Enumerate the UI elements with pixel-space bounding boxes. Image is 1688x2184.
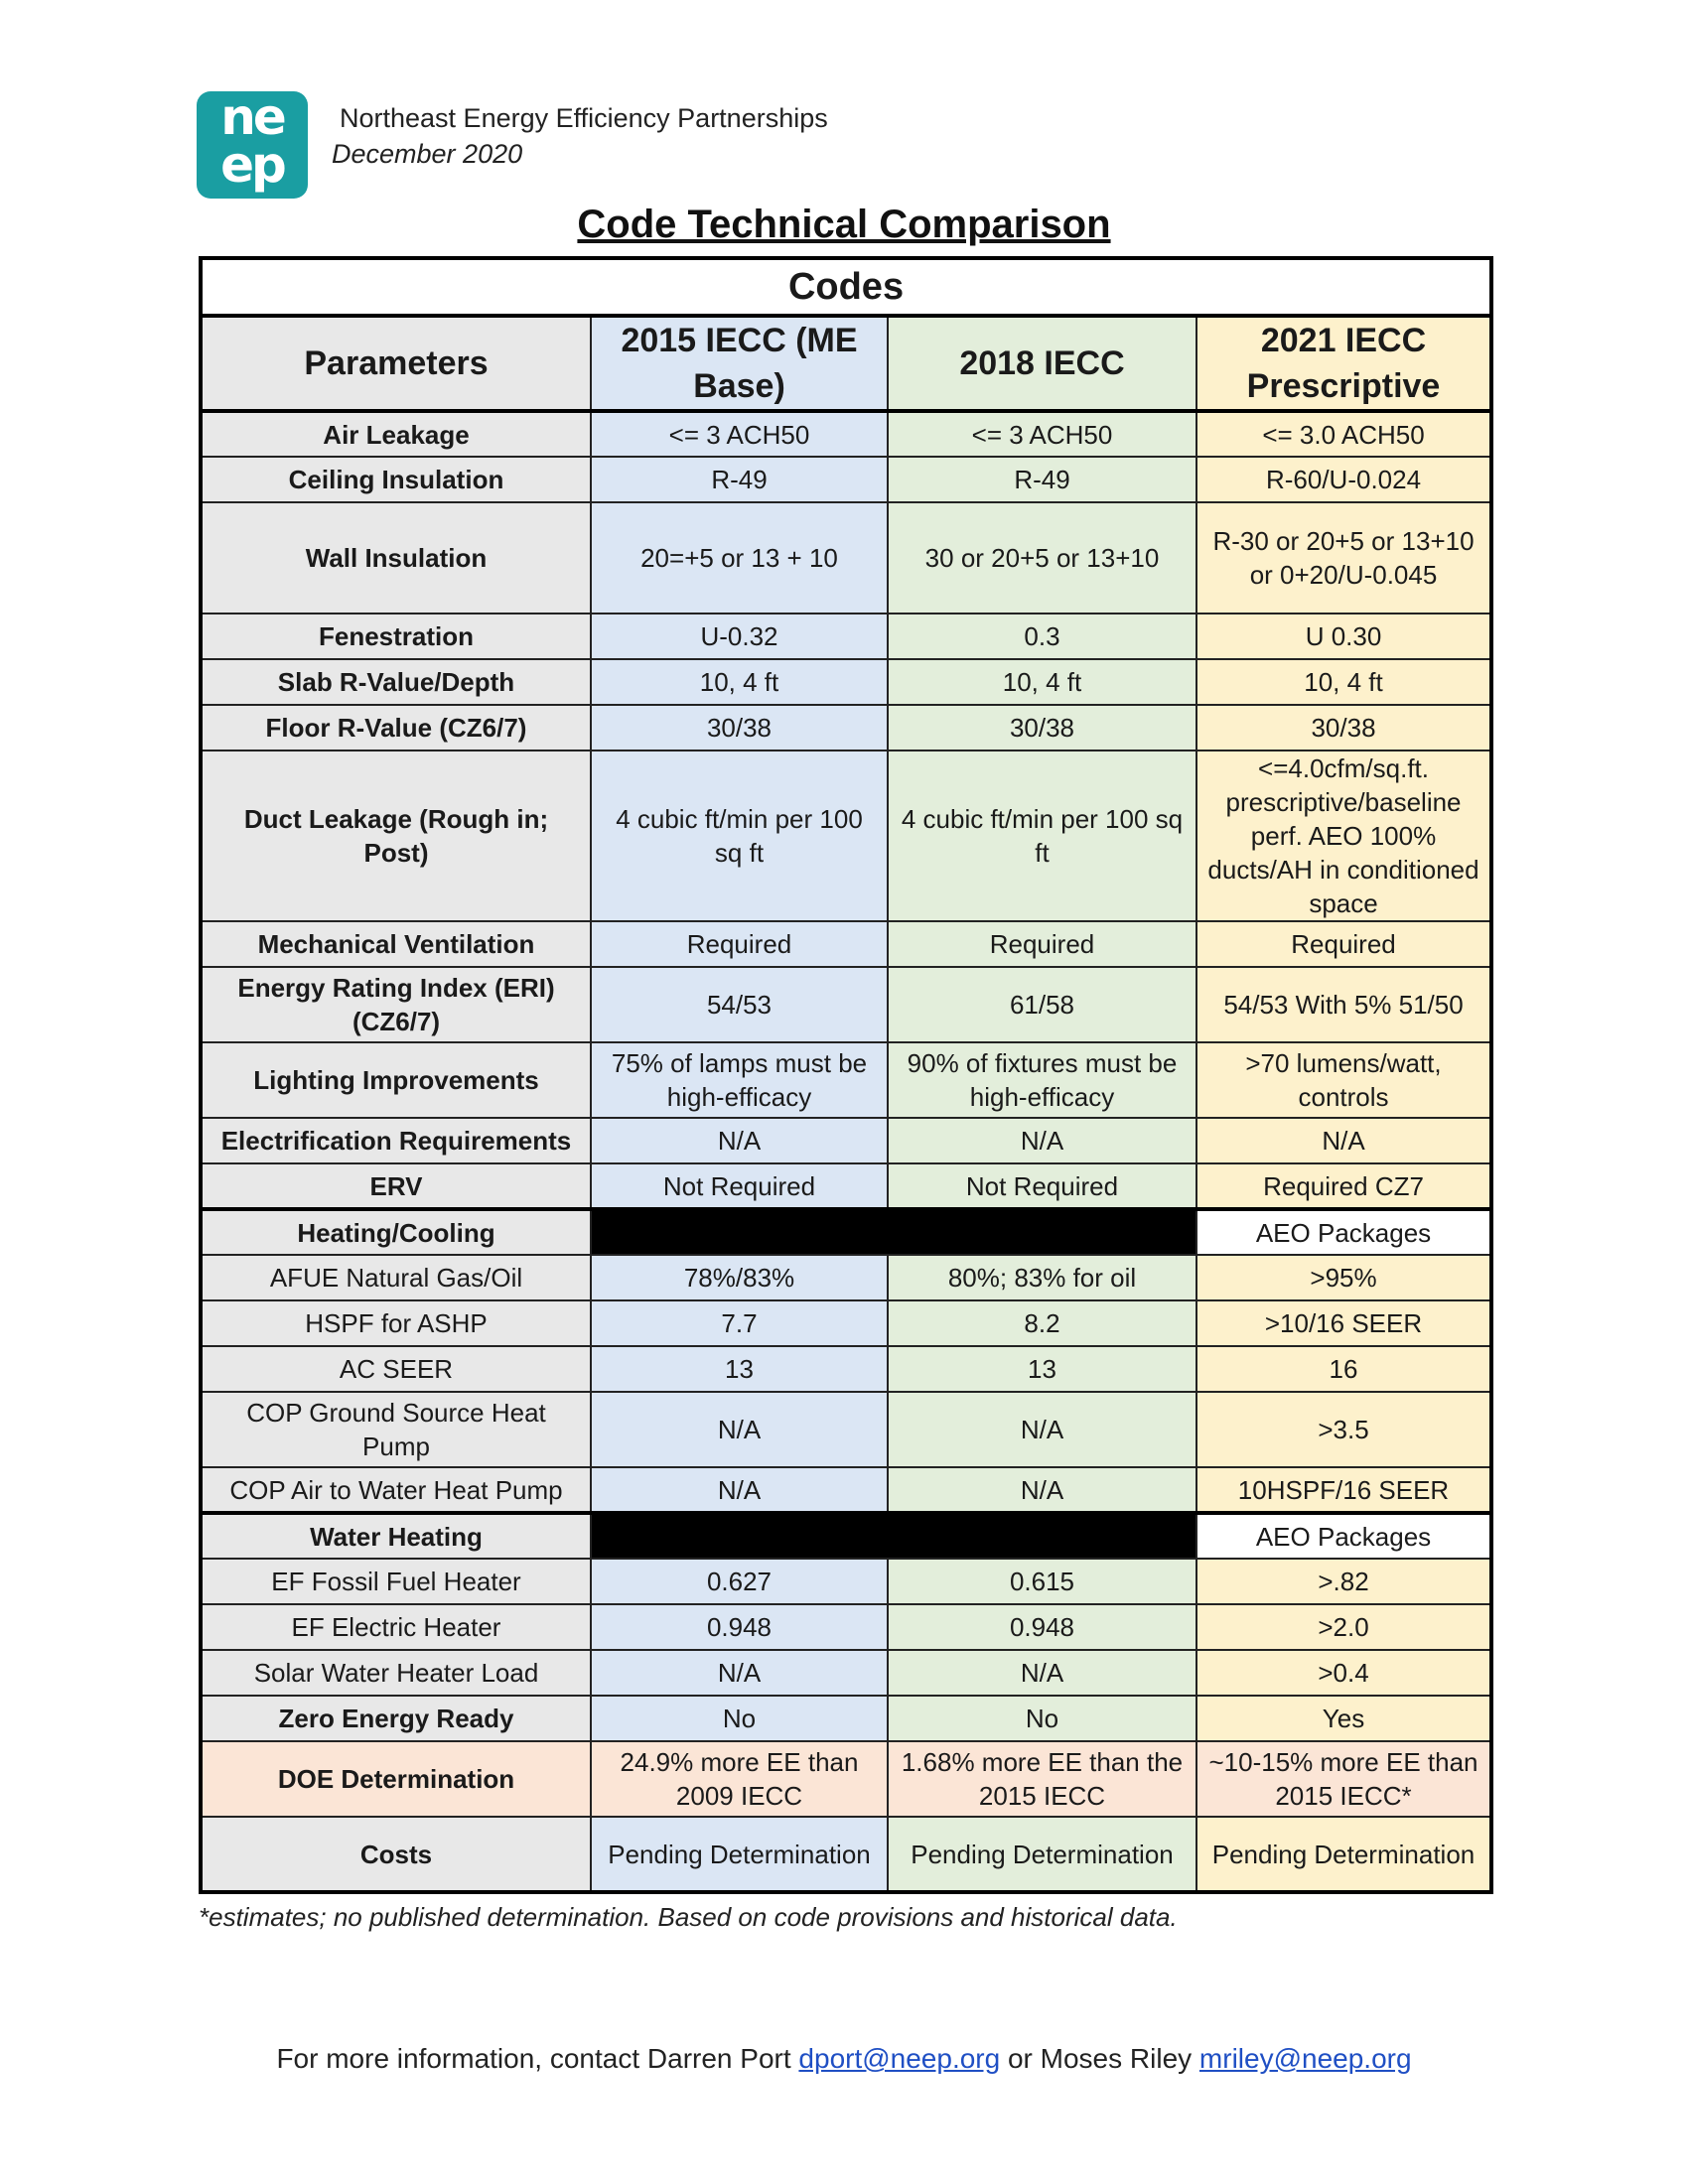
value-cell: N/A: [888, 1392, 1196, 1467]
parameter-cell: Ceiling Insulation: [201, 457, 591, 502]
parameter-cell: ERV: [201, 1163, 591, 1209]
parameter-cell: Electrification Requirements: [201, 1118, 591, 1163]
value-cell: N/A: [888, 1467, 1196, 1513]
document-date: December 2020: [332, 139, 523, 169]
value-cell: 20=+5 or 13 + 10: [591, 502, 888, 614]
value-cell: Pending Determination: [1196, 1817, 1491, 1892]
value-cell: 80%; 83% for oil: [888, 1255, 1196, 1300]
value-cell: Required CZ7: [1196, 1163, 1491, 1209]
section-aeo-label: AEO Packages: [1196, 1209, 1491, 1255]
table-row: [201, 921, 1491, 967]
value-cell: <= 3 ACH50: [888, 411, 1196, 457]
table-row: [201, 751, 1491, 921]
parameter-cell: Mechanical Ventilation: [201, 921, 591, 967]
parameter-cell: Zero Energy Ready: [201, 1696, 591, 1741]
value-cell: N/A: [591, 1650, 888, 1696]
value-cell: Required: [591, 921, 888, 967]
value-cell: Not Required: [591, 1163, 888, 1209]
table-row: [201, 1650, 1491, 1696]
value-cell: >3.5: [1196, 1392, 1491, 1467]
footer-prefix: For more information, contact Darren Port: [276, 2043, 799, 2074]
parameter-cell: Wall Insulation: [201, 502, 591, 614]
value-cell: N/A: [888, 1650, 1196, 1696]
email-link-dport[interactable]: dport@neep.org: [798, 2043, 1001, 2074]
header-2015-iecc: 2015 IECC (ME Base): [591, 316, 888, 411]
value-cell: >95%: [1196, 1255, 1491, 1300]
table-row: [201, 705, 1491, 751]
value-cell: 0.3: [888, 614, 1196, 659]
footer-middle: or Moses Riley: [1000, 2043, 1199, 2074]
table-row: [201, 614, 1491, 659]
value-cell: <= 3 ACH50: [591, 411, 888, 457]
value-cell: R-30 or 20+5 or 13+10 or 0+20/U-0.045: [1196, 502, 1491, 614]
parameter-cell: DOE Determination: [201, 1741, 591, 1817]
value-cell: 1.68% more EE than the 2015 IECC: [888, 1741, 1196, 1817]
parameter-cell: Lighting Improvements: [201, 1042, 591, 1118]
value-cell: 0.627: [591, 1559, 888, 1604]
section-label: Water Heating: [201, 1513, 591, 1559]
value-cell: 54/53 With 5% 51/50: [1196, 967, 1491, 1042]
table-row: [201, 1255, 1491, 1300]
value-cell: 30/38: [888, 705, 1196, 751]
parameter-cell: EF Fossil Fuel Heater: [201, 1559, 591, 1604]
value-cell: 0.948: [888, 1604, 1196, 1650]
parameter-cell: COP Ground Source Heat Pump: [201, 1392, 591, 1467]
value-cell: N/A: [591, 1118, 888, 1163]
value-cell: N/A: [888, 1118, 1196, 1163]
value-cell: No: [591, 1696, 888, 1741]
value-cell: U 0.30: [1196, 614, 1491, 659]
value-cell: >.82: [1196, 1559, 1491, 1604]
value-cell: Required: [1196, 921, 1491, 967]
value-cell: 54/53: [591, 967, 888, 1042]
page-title: Code Technical Comparison: [577, 203, 1111, 246]
table-row: [201, 411, 1491, 457]
parameter-cell: Slab R-Value/Depth: [201, 659, 591, 705]
table-row: [201, 967, 1491, 1042]
table-row: [201, 659, 1491, 705]
value-cell: 10HSPF/16 SEER: [1196, 1467, 1491, 1513]
value-cell: 30/38: [591, 705, 888, 751]
parameter-cell: Costs: [201, 1817, 591, 1892]
parameter-cell: AFUE Natural Gas/Oil: [201, 1255, 591, 1300]
value-cell: U-0.32: [591, 614, 888, 659]
table-row: [201, 1741, 1491, 1817]
table-row: [201, 1604, 1491, 1650]
value-cell: 13: [888, 1346, 1196, 1392]
value-cell: 78%/83%: [591, 1255, 888, 1300]
value-cell: 0.948: [591, 1604, 888, 1650]
value-cell: 75% of lamps must be high-efficacy: [591, 1042, 888, 1118]
table-row: [201, 1513, 1491, 1559]
value-cell: 0.615: [888, 1559, 1196, 1604]
section-blackout: [591, 1513, 1196, 1559]
comparison-table: [199, 256, 1493, 1894]
table-row: [201, 1817, 1491, 1892]
value-cell: >10/16 SEER: [1196, 1300, 1491, 1346]
value-cell: 4 cubic ft/min per 100 sq ft: [888, 751, 1196, 921]
value-cell: R-60/U-0.024: [1196, 457, 1491, 502]
value-cell: 90% of fixtures must be high-efficacy: [888, 1042, 1196, 1118]
value-cell: 30/38: [1196, 705, 1491, 751]
logo-wordmark: ne ep: [220, 91, 284, 194]
value-cell: N/A: [591, 1392, 888, 1467]
table-row: [201, 457, 1491, 502]
value-cell: >2.0: [1196, 1604, 1491, 1650]
value-cell: N/A: [1196, 1118, 1491, 1163]
value-cell: Not Required: [888, 1163, 1196, 1209]
table-row: [201, 1300, 1491, 1346]
value-cell: R-49: [888, 457, 1196, 502]
parameter-cell: EF Electric Heater: [201, 1604, 591, 1650]
parameter-cell: COP Air to Water Heat Pump: [201, 1467, 591, 1513]
parameter-cell: HSPF for ASHP: [201, 1300, 591, 1346]
section-aeo-label: AEO Packages: [1196, 1513, 1491, 1559]
table-row: [201, 1042, 1491, 1118]
value-cell: <=4.0cfm/sq.ft. prescriptive/baseline perf. AEO 100% ducts/AH in conditioned space: [1196, 751, 1491, 921]
table-row: [201, 1467, 1491, 1513]
value-cell: No: [888, 1696, 1196, 1741]
value-cell: 10, 4 ft: [1196, 659, 1491, 705]
value-cell: 13: [591, 1346, 888, 1392]
value-cell: 4 cubic ft/min per 100 sq ft: [591, 751, 888, 921]
table-row: [201, 1118, 1491, 1163]
value-cell: 24.9% more EE than 2009 IECC: [591, 1741, 888, 1817]
table-row: [201, 1392, 1491, 1467]
table-row: [201, 1559, 1491, 1604]
table-row: [201, 1163, 1491, 1209]
parameter-cell: Solar Water Heater Load: [201, 1650, 591, 1696]
header-2018-iecc: 2018 IECC: [888, 316, 1196, 411]
footnote: *estimates; no published determination. Based on code provisions and historical data.: [199, 1902, 1178, 1932]
codes-header: Codes: [201, 258, 1491, 316]
value-cell: 10, 4 ft: [888, 659, 1196, 705]
parameter-cell: Energy Rating Index (ERI) (CZ6/7): [201, 967, 591, 1042]
table-row: [201, 1346, 1491, 1392]
value-cell: 8.2: [888, 1300, 1196, 1346]
value-cell: Pending Determination: [591, 1817, 888, 1892]
header-parameters: Parameters: [201, 316, 591, 411]
table-row: [201, 1696, 1491, 1741]
value-cell: N/A: [591, 1467, 888, 1513]
section-blackout: [591, 1209, 1196, 1255]
value-cell: Yes: [1196, 1696, 1491, 1741]
section-label: Heating/Cooling: [201, 1209, 591, 1255]
value-cell: 16: [1196, 1346, 1491, 1392]
header-2021-iecc: 2021 IECC Prescriptive: [1196, 316, 1491, 411]
parameter-cell: Fenestration: [201, 614, 591, 659]
value-cell: >0.4: [1196, 1650, 1491, 1696]
table-row: [201, 1209, 1491, 1255]
value-cell: 10, 4 ft: [591, 659, 888, 705]
organization-name: Northeast Energy Efficiency Partnerships: [340, 103, 828, 133]
value-cell: Required: [888, 921, 1196, 967]
parameter-cell: Duct Leakage (Rough in; Post): [201, 751, 591, 921]
email-link-mriley[interactable]: mriley@neep.org: [1198, 2043, 1412, 2074]
value-cell: 30 or 20+5 or 13+10: [888, 502, 1196, 614]
neep-logo: [197, 91, 308, 199]
value-cell: 7.7: [591, 1300, 888, 1346]
value-cell: >70 lumens/watt, controls: [1196, 1042, 1491, 1118]
value-cell: ~10-15% more EE than 2015 IECC*: [1196, 1741, 1491, 1817]
value-cell: 61/58: [888, 967, 1196, 1042]
value-cell: <= 3.0 ACH50: [1196, 411, 1491, 457]
value-cell: R-49: [591, 457, 888, 502]
table-row: [201, 502, 1491, 614]
value-cell: Pending Determination: [888, 1817, 1196, 1892]
contact-footer: [0, 2043, 1688, 2075]
parameter-cell: Floor R-Value (CZ6/7): [201, 705, 591, 751]
parameter-cell: Air Leakage: [201, 411, 591, 457]
parameter-cell: AC SEER: [201, 1346, 591, 1392]
